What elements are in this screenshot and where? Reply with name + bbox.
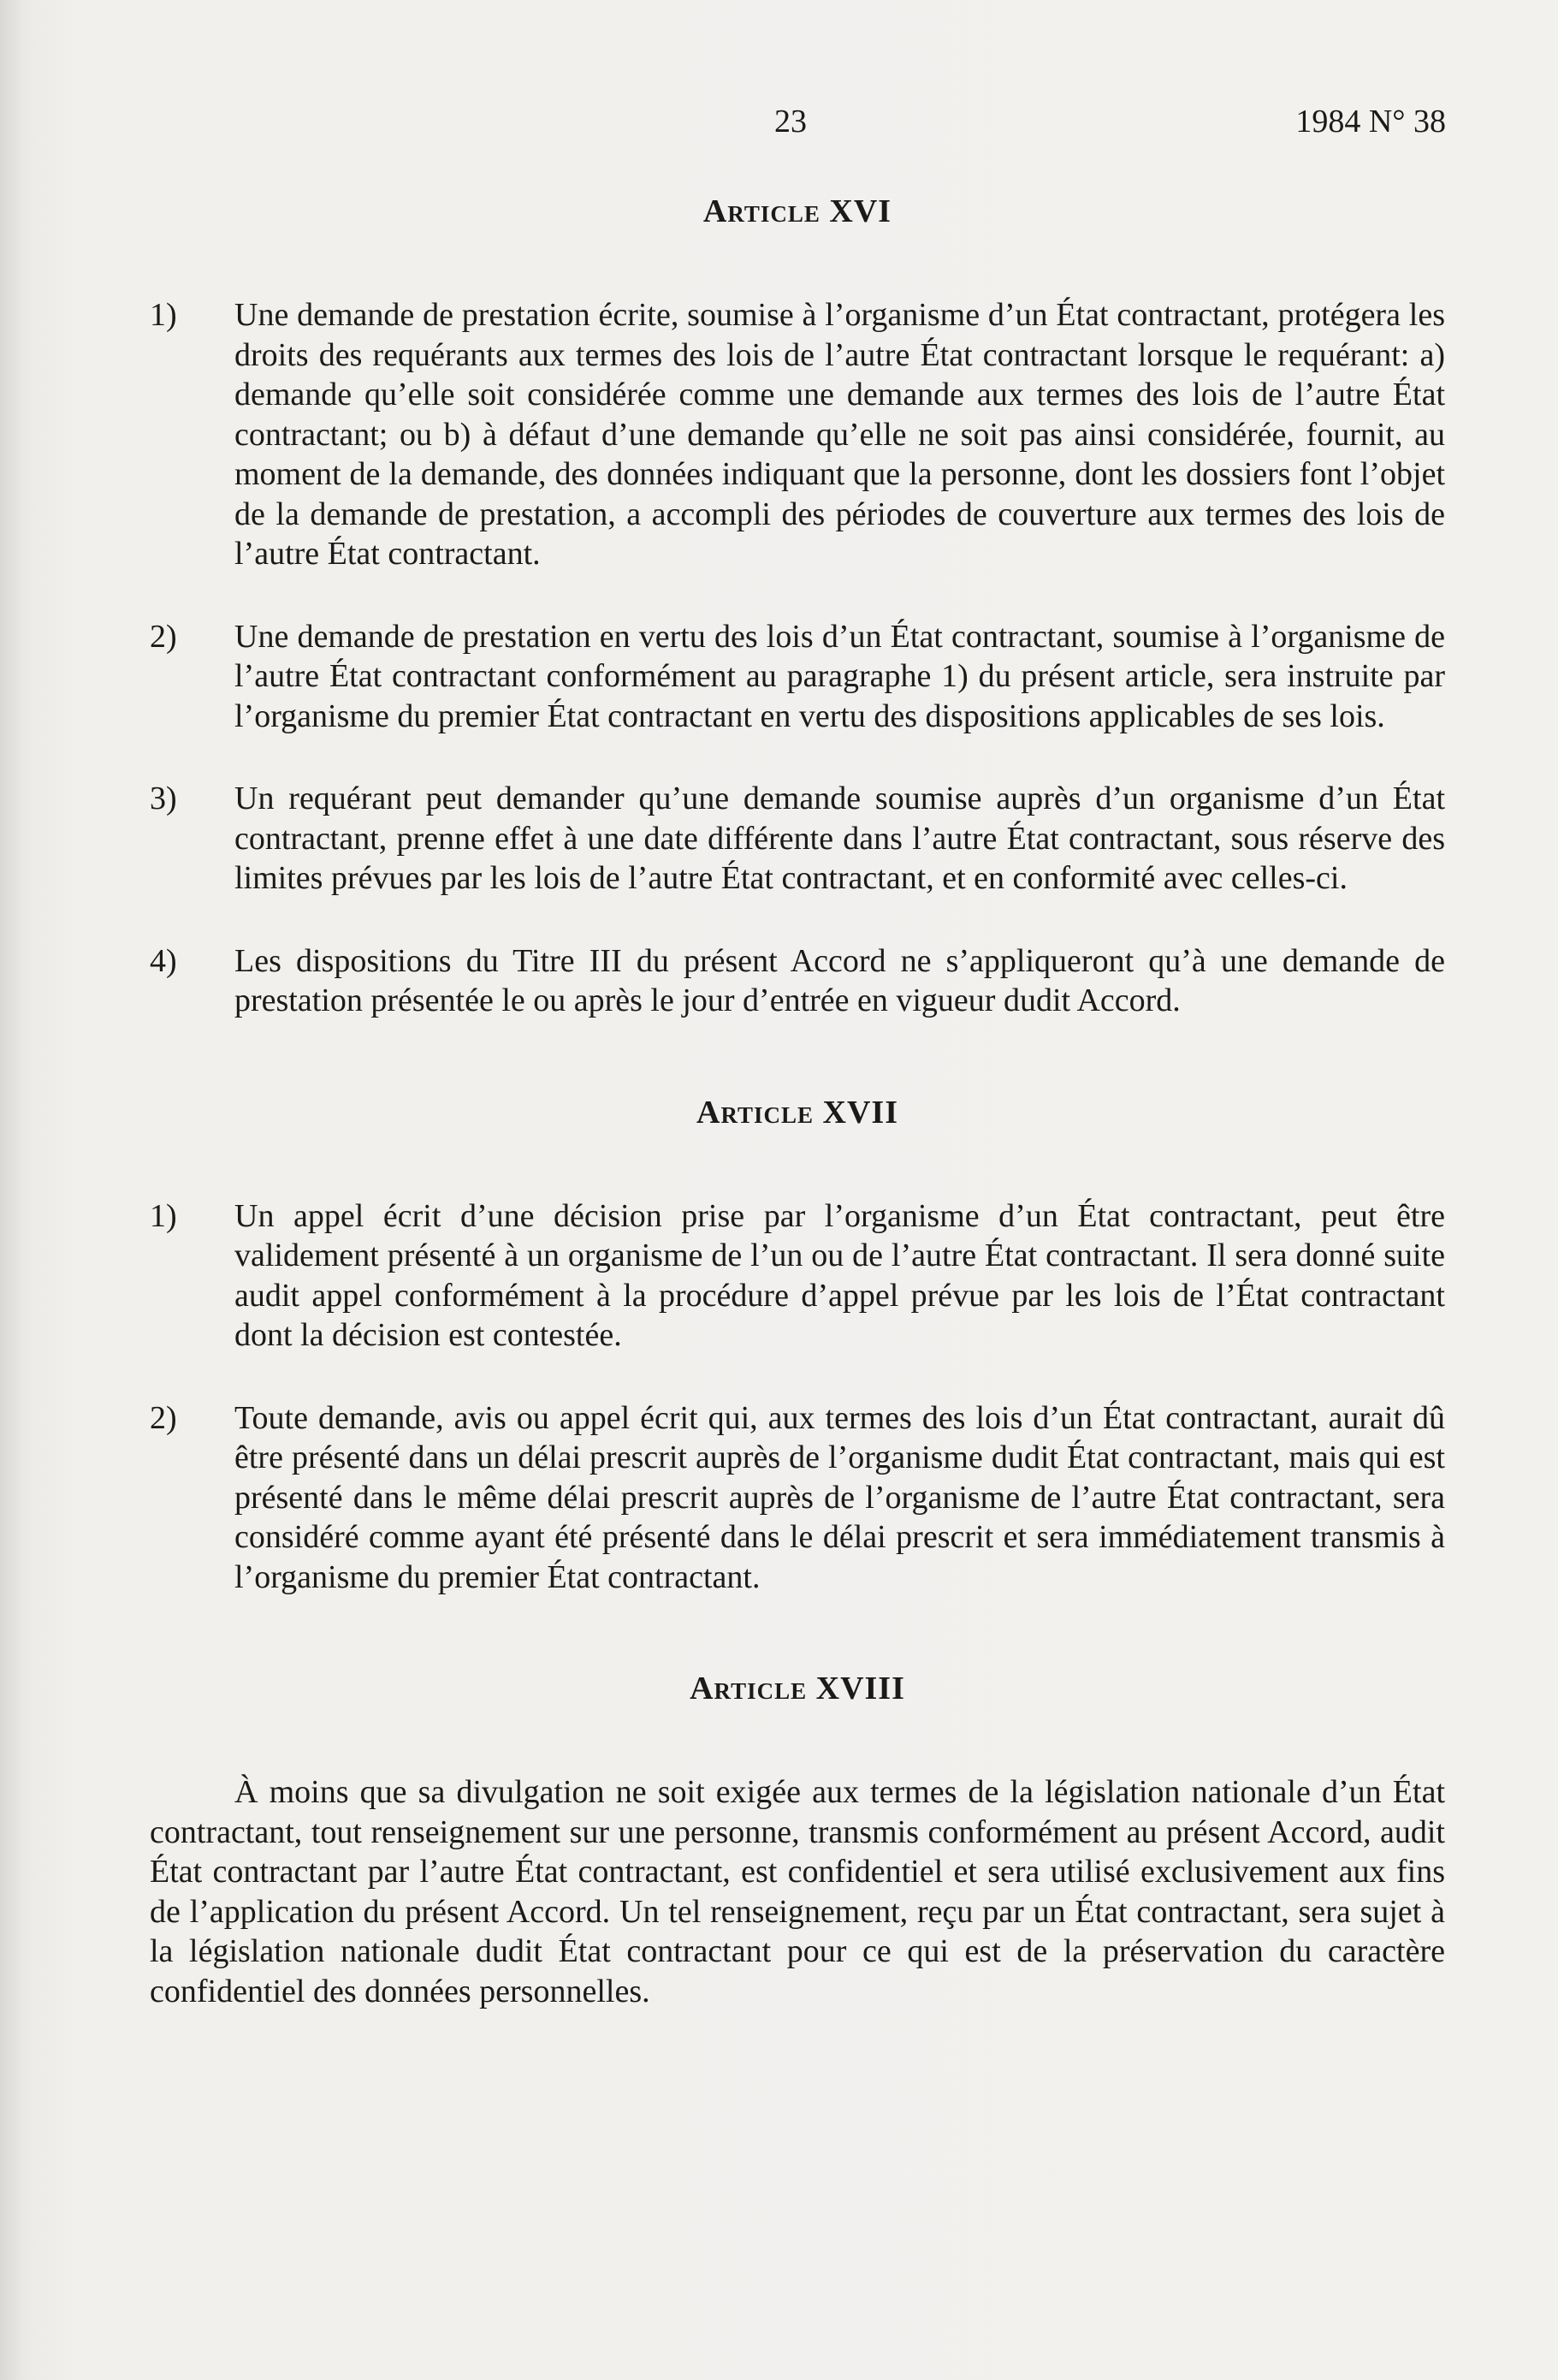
clause-number: 4) xyxy=(150,942,177,979)
article-xviii xyxy=(150,1670,1445,2011)
clause-text: Une demande de prestation écrite, soumise à l’organisme d’un État contractant, protégera les droits des requérants aux termes des lois de l’autre État contractant lorsque le requérant: a) demande qu’elle soit considérée comme une demande aux termes des lois de l’autre État contractant; ou b) à défaut d’une demande qu’elle ne soit pas ainsi considérée, fournit, au moment de la demande, des données indiquant que la personne, dont les dossiers font l’objet de la demande de prestation, a accompli des périodes de couverture aux termes des lois de l’autre État contractant. xyxy=(234,297,1445,572)
clause-1 xyxy=(150,295,1445,574)
page-body xyxy=(150,193,1445,2011)
clause-text: Un appel écrit d’une décision prise par l’organisme d’un État contractant, peut être validement présenté à un organisme de l’un ou de l’autre État contractant. Il sera donné suite audit appel conformément à la procédure d’appel prévue par les lois de l’État contractant dont la décision est contestée. xyxy=(234,1197,1445,1353)
article-xvi xyxy=(150,193,1445,1021)
clause-number: 2) xyxy=(150,1399,177,1436)
clause-number: 3) xyxy=(150,780,177,816)
clause-text: Un requérant peut demander qu’une demande soumise auprès d’un organisme d’un État contractant, prenne effet à une date différente dans l’autre État contractant, sous réserve des limites prévues par les lois de l’autre État contractant, et en conformité avec celles-ci. xyxy=(234,780,1445,896)
clause-text: Une demande de prestation en vertu des lois d’un État contractant, soumise à l’organisme de l’autre État contractant conformément au paragraphe 1) du présent article, sera instruite par l’organisme du premier État contractant en vertu des dispositions applicables de ses lois. xyxy=(234,618,1445,734)
article-heading: Article XVII xyxy=(696,1094,898,1131)
clause-number: 2) xyxy=(150,618,177,655)
article-xvii xyxy=(150,1094,1445,1598)
clause-4 xyxy=(150,941,1445,1021)
clause-3 xyxy=(150,779,1445,899)
clause-number: 1) xyxy=(150,297,177,333)
clause-2 xyxy=(150,617,1445,737)
clause-text: Les dispositions du Titre III du présent Accord ne s’appliqueront qu’à une demande de prestation présentée le ou après le jour d’entrée en vigueur dudit Accord. xyxy=(234,942,1445,1018)
clause-2 xyxy=(150,1398,1445,1598)
issue-number: 1984 N° 38 xyxy=(1295,104,1446,139)
clause-number: 1) xyxy=(150,1197,177,1234)
article-heading: Article XVI xyxy=(702,193,892,229)
page-number: 23 xyxy=(774,104,807,139)
clause-text: Toute demande, avis ou appel écrit qui, aux termes des lois d’un État contractant, aurait dû être présenté dans un délai prescrit auprès de l’organisme dudit État contractant, mais qui est présenté dans le même délai prescrit auprès de l’organisme de l’autre État contractant, sera considéré comme ayant été présenté dans le délai prescrit et sera immédiatement transmis à l’organisme du premier État contractant. xyxy=(234,1399,1445,1595)
article-heading: Article XVIII xyxy=(690,1671,905,1706)
clause-1 xyxy=(150,1196,1445,1356)
article-paragraph: À moins que sa divulgation ne soit exigée aux termes de la législation nationale d’un État contractant, tout renseignement sur une personne, transmis conformément au présent Accord, audit État contractant par l’autre État contractant, est confidentiel et sera utilisé exclusivement aux fins de l’application du présent Accord. Un tel renseignement, reçu par un État contractant, sera sujet à la législation nationale dudit État contractant pour ce qui est de la préservation du caractère confidentiel des données personnelles. xyxy=(150,1774,1445,2009)
page-header xyxy=(0,103,1558,145)
